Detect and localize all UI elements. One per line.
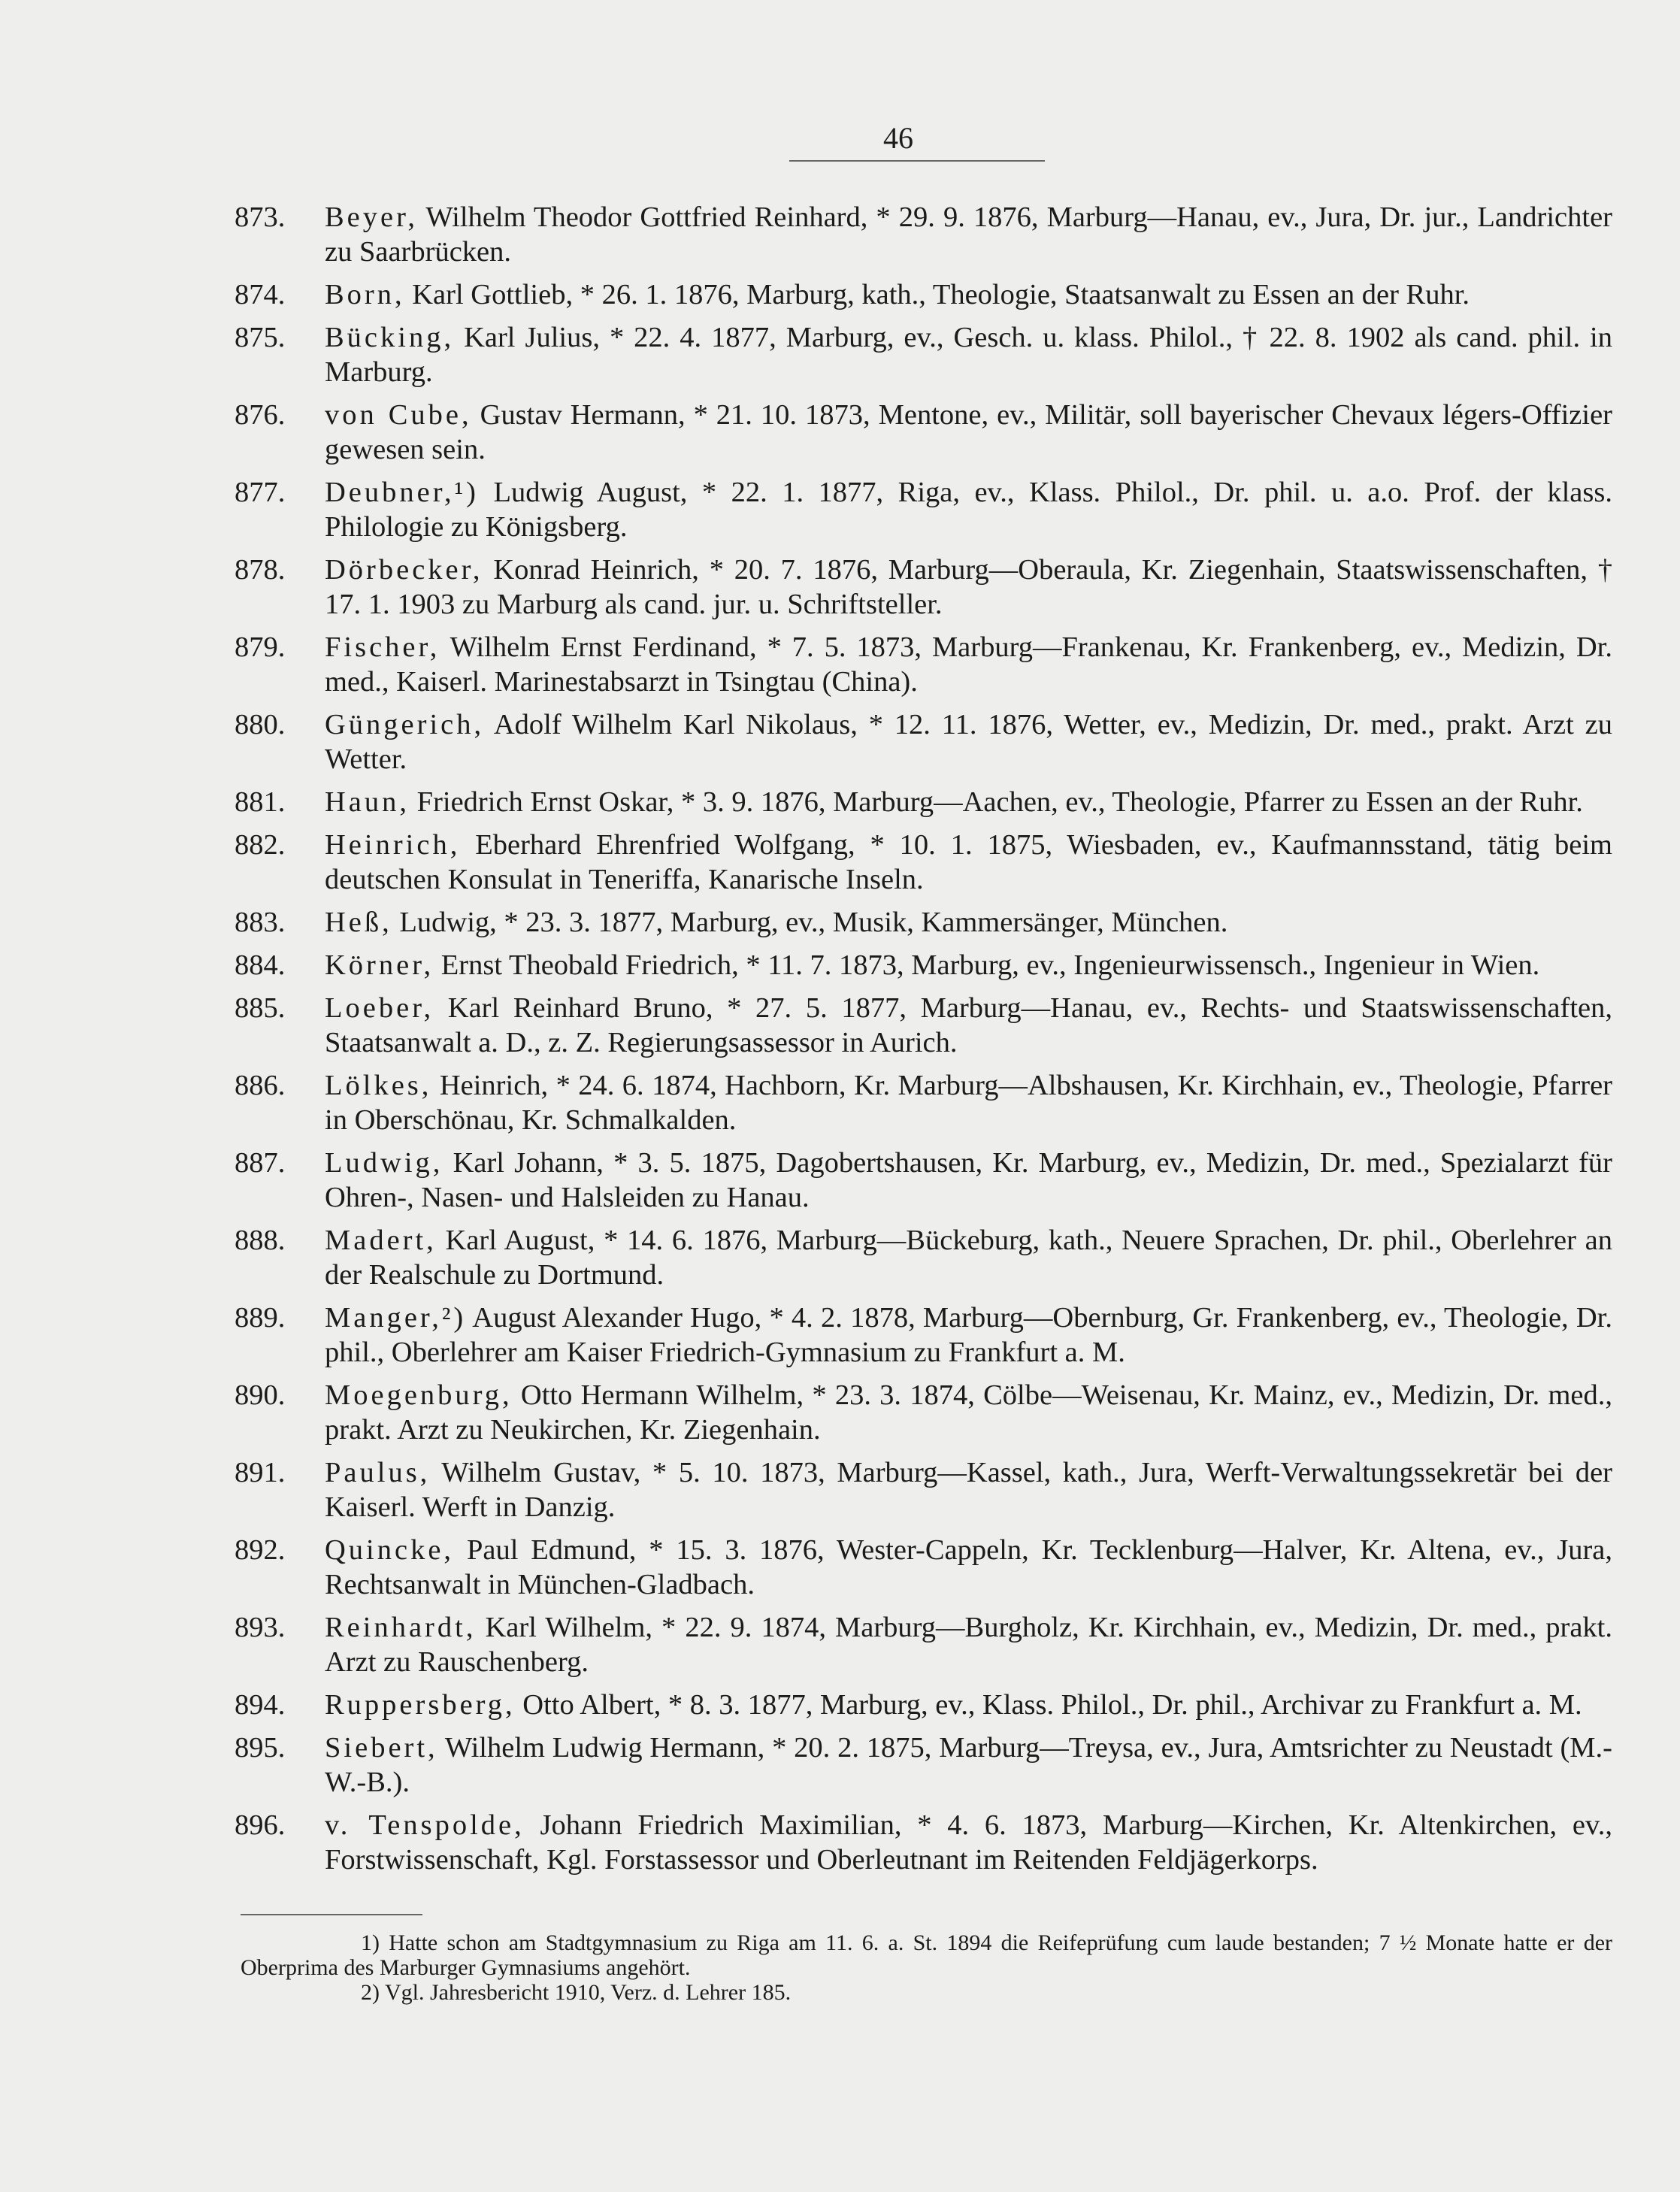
entry-text: Heinrich, * 24. 6. 1874, Hachborn, Kr. Marburg—Albshausen, Kr. Kirchhain, ev., Theologie, Pfarrer in Oberschönau, Kr. Schmalkalden. [325, 1070, 1613, 1136]
register-entry [235, 1533, 1613, 1602]
entry-number: 880. [235, 709, 286, 740]
entry-surname: Ludwig, [325, 1147, 443, 1179]
entry-text: Karl Gottlieb, * 26. 1. 1876, Marburg, kath., Theologie, Staatsanwalt zu Essen an der Ruhr. [412, 279, 1470, 310]
register-entry [235, 785, 1612, 819]
entry-number: 886. [235, 1070, 286, 1101]
entry-text: Otto Albert, * 8. 3. 1877, Marburg, ev., Klass. Philol., Dr. phil., Archivar zu Frankfurt a. M. [522, 1689, 1582, 1721]
register-entry [235, 707, 1612, 777]
entry-number: 879. [235, 631, 286, 663]
entry-text: Karl Johann, * 3. 5. 1875, Dagobertshausen, Kr. Marburg, ev., Medizin, Dr. med., Spezialarzt für Ohren-, Nasen- und Halsleiden zu Hanau. [325, 1147, 1612, 1213]
entry-number: 873. [235, 201, 286, 233]
header-rule [789, 160, 1045, 162]
entry-text: Karl August, * 14. 6. 1876, Marburg—Bückeburg, kath., Neuere Sprachen, Dr. phil., Oberlehrer an der Realschule zu Dortmund. [325, 1225, 1612, 1291]
entry-number: 878. [235, 554, 286, 586]
entry-surname: Güngerich, [325, 709, 485, 740]
entry-number: 890. [235, 1379, 286, 1411]
entry-text: Ludwig, * 23. 3. 1877, Marburg, ev., Musik, Kammersänger, München. [399, 907, 1228, 938]
register-entry [235, 1068, 1613, 1137]
entry-text: Wilhelm Ludwig Hermann, * 20. 2. 1875, Marburg—Treysa, ev., Jura, Amtsrichter zu Neustadt (M.-W.-B.). [325, 1732, 1612, 1798]
entry-surname: Ruppersberg, [325, 1689, 516, 1721]
entry-text: Wilhelm Gustav, * 5. 10. 1873, Marburg—Kassel, kath., Jura, Werft-Verwaltungssekretär bei der Kaiserl. Werft in Danzig. [325, 1457, 1612, 1523]
register-entry [235, 1146, 1612, 1215]
entry-text: Wilhelm Theodor Gottfried Reinhard, * 29. 9. 1876, Marburg—Hanau, ev., Jura, Dr. jur., Landrichter zu Saarbrücken. [325, 201, 1612, 268]
register-entry [235, 630, 1612, 699]
entry-surname: Siebert, [325, 1732, 438, 1764]
entry-number: 895. [235, 1732, 286, 1764]
entry-number: 877. [235, 477, 286, 508]
entry-number: 882. [235, 829, 286, 861]
entry-number: 896. [235, 1809, 286, 1841]
entry-number: 887. [235, 1147, 286, 1179]
entry-number: 881. [235, 786, 286, 818]
entry-text: Johann Friedrich Maximilian, * 4. 6. 1873, Marburg—Kirchen, Kr. Altenkirchen, ev., Forstwissenschaft, Kgl. Forstassessor und Oberleutnant im Reitenden Feldjägerkorps. [325, 1809, 1612, 1876]
register-entry [235, 1300, 1612, 1370]
register-entry [235, 1223, 1612, 1292]
entry-number: 888. [235, 1225, 286, 1256]
register-entry [235, 1455, 1612, 1524]
entry-number: 885. [235, 992, 286, 1024]
entry-text: Ernst Theobald Friedrich, * 11. 7. 1873, Marburg, ev., Ingenieurwissensch., Ingenieur in Wien. [440, 949, 1540, 981]
register-entry [235, 948, 1612, 982]
register-entry [235, 991, 1612, 1060]
entry-text: Adolf Wilhelm Karl Nikolaus, * 12. 11. 1876, Wetter, ev., Medizin, Dr. med., prakt. Arzt zu Wetter. [325, 709, 1612, 775]
register-entry [235, 277, 1612, 312]
entry-number: 894. [235, 1689, 286, 1721]
entry-number: 884. [235, 949, 286, 981]
register-entry [235, 200, 1612, 269]
entry-text: August Alexander Hugo, * 4. 2. 1878, Marburg—Obernburg, Gr. Frankenberg, ev., Theologie, Dr. phil., Oberlehrer am Kaiser Friedrich-Gymnasium zu Frankfurt a. M. [325, 1302, 1612, 1368]
entry-surname: Quincke, [325, 1534, 455, 1566]
entry-surname: Beyer, [325, 201, 419, 233]
entry-surname: Dörbecker, [325, 554, 483, 586]
register-entry [235, 1808, 1612, 1877]
entry-number: 883. [235, 907, 286, 938]
entry-number: 874. [235, 279, 286, 310]
entry-surname: Paulus, [325, 1457, 431, 1488]
entry-surname: Körner, [325, 949, 434, 981]
register-entry [235, 828, 1612, 897]
entry-surname: Born, [325, 279, 405, 310]
footnote-rule [241, 1914, 422, 1915]
entry-number: 875. [235, 322, 286, 353]
entry-text: Karl Reinhard Bruno, * 27. 5. 1877, Marburg—Hanau, ev., Rechts- und Staatswissenschaften, Staatsanwalt a. D., z. Z. Regierungsassessor in Aurich. [325, 992, 1612, 1058]
entry-surname: Moegenburg, [325, 1379, 513, 1411]
entry-text: Friedrich Ernst Oskar, * 3. 9. 1876, Marburg—Aachen, ev., Theologie, Pfarrer zu Essen an der Ruhr. [416, 786, 1583, 818]
entry-surname: v. Tenspolde, [325, 1809, 525, 1841]
entry-surname: Loeber, [325, 992, 434, 1024]
entry-surname: Lölkes, [325, 1070, 432, 1101]
entry-surname: Heinrich, [325, 829, 461, 861]
entry-surname: von Cube, [325, 399, 472, 431]
entry-number: 893. [235, 1612, 286, 1643]
entry-surname: Reinhardt, [325, 1612, 477, 1643]
register-entry [235, 475, 1612, 544]
page-number: 46 [883, 121, 913, 155]
register-entry [235, 1730, 1612, 1800]
entry-surname: Madert, [325, 1225, 437, 1256]
register-entry [235, 398, 1612, 467]
entry-surname: Haun, [325, 786, 410, 818]
entry-text: Gustav Hermann, * 21. 10. 1873, Mentone, ev., Militär, soll bayerischer Chevaux légers-Offizier gewesen sein. [325, 399, 1612, 465]
entry-text: Otto Hermann Wilhelm, * 23. 3. 1874, Cölbe—Weisenau, Kr. Mainz, ev., Medizin, Dr. med., prakt. Arzt zu Neukirchen, Kr. Ziegenhain. [325, 1379, 1613, 1446]
footnotes [241, 1930, 1612, 2005]
entry-number: 876. [235, 399, 286, 431]
entry-number: 889. [235, 1302, 286, 1334]
register-entry [235, 1688, 1612, 1722]
register-entries [235, 200, 1613, 1885]
entry-surname: Fischer, [325, 631, 440, 663]
entry-surname: Heß, [325, 907, 392, 938]
entry-surname: Bücking, [325, 322, 455, 353]
entry-surname: Deubner,¹) [325, 477, 479, 508]
register-entry [235, 1378, 1613, 1447]
entry-number: 892. [235, 1534, 286, 1566]
entry-surname: Manger,²) [325, 1302, 467, 1334]
entry-text: Eberhard Ehrenfried Wolfgang, * 10. 1. 1875, Wiesbaden, ev., Kaufmannsstand, tätig beim deutschen Konsulat in Teneriffa, Kanarische Inseln. [325, 829, 1612, 895]
entry-number: 891. [235, 1457, 286, 1488]
entry-text: Ludwig August, * 22. 1. 1877, Riga, ev., Klass. Philol., Dr. phil. u. a.o. Prof. der klass. Philologie zu Königsberg. [325, 477, 1612, 543]
entry-text: Paul Edmund, * 15. 3. 1876, Wester-Cappeln, Kr. Tecklenburg—Halver, Kr. Altena, ev., Jura, Rechtsanwalt in München-Gladbach. [325, 1534, 1613, 1600]
entry-text: Karl Wilhelm, * 22. 9. 1874, Marburg—Burgholz, Kr. Kirchhain, ev., Medizin, Dr. med., prakt. Arzt zu Rauschenberg. [325, 1612, 1613, 1678]
entry-text: Wilhelm Ernst Ferdinand, * 7. 5. 1873, Marburg—Frankenau, Kr. Frankenberg, ev., Medizin, Dr. med., Kaiserl. Marinestabsarzt in Tsingtau (China). [325, 631, 1612, 698]
footnote: 1) Hatte schon am Stadtgymnasium zu Riga am 11. 6. a. St. 1894 die Reifeprüfung cum laude bestanden; 7 ½ Monate hatte er der Oberprima des Marburger Gymnasiums angehört. [241, 1930, 1612, 1980]
register-entry [235, 553, 1612, 622]
register-entry [235, 1610, 1613, 1679]
footnote: 2) Vgl. Jahresbericht 1910, Verz. d. Lehrer 185. [361, 1980, 792, 2005]
entry-text: Karl Julius, * 22. 4. 1877, Marburg, ev., Gesch. u. klass. Philol., † 22. 8. 1902 als cand. phil. in Marburg. [325, 322, 1612, 388]
register-entry [235, 320, 1612, 389]
entry-text: Konrad Heinrich, * 20. 7. 1876, Marburg—Oberaula, Kr. Ziegenhain, Staatswissenschaften, † 17. 1. 1903 zu Marburg als cand. jur. u. Schriftsteller. [325, 554, 1612, 620]
register-entry [235, 905, 1612, 940]
